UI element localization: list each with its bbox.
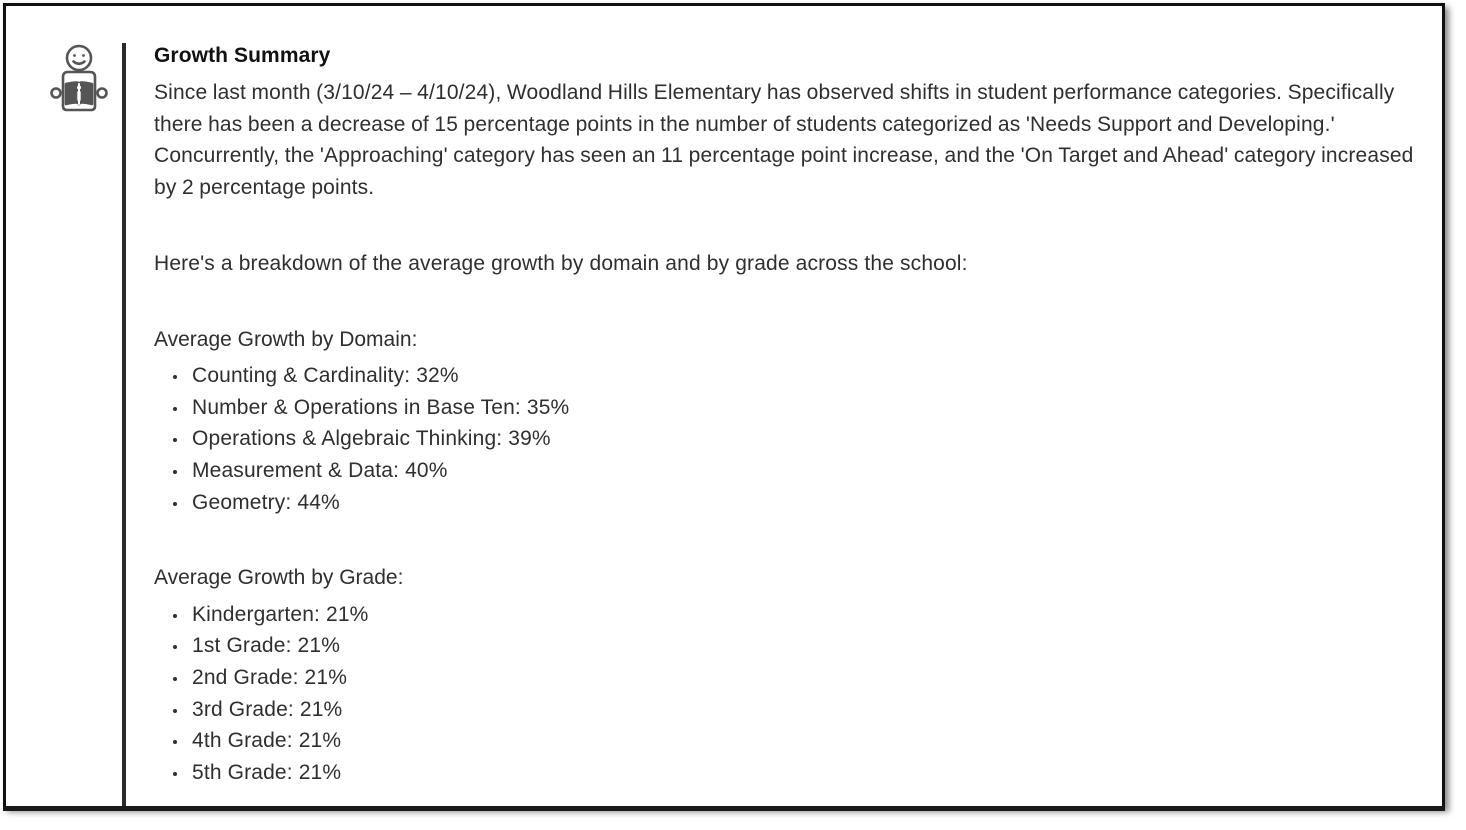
list-item: Measurement & Data: 40% (152, 455, 1422, 487)
list-item: Kindergarten: 21% (152, 599, 1422, 631)
list-item: 1st Grade: 21% (152, 630, 1422, 662)
list-item: 2nd Grade: 21% (152, 662, 1422, 694)
message-divider (122, 43, 126, 808)
message-title: Growth Summary (154, 44, 331, 67)
frame-edge (3, 806, 1445, 811)
message-body (152, 42, 1422, 808)
domain-heading: Average Growth by Domain: (154, 327, 418, 351)
breakdown-paragraph: Here's a breakdown of the average growth by domain and by grade across the school: (154, 251, 968, 275)
list-item: 3rd Grade: 21% (152, 694, 1422, 726)
grade-list (152, 599, 1422, 789)
grade-heading: Average Growth by Grade: (154, 566, 404, 590)
list-item: Geometry: 44% (152, 487, 1422, 519)
intro-paragraph: Since last month (3/10/24 – 4/10/24), Woodland Hills Elementary has observed shifts in student performance categories. Specifically there has been a decrease of 15 percentage points in the number of students categorized as 'Needs Support and Developing.' Concurrently, the 'Approaching' category has seen an 11 percentage point increase, and the 'On Target and Ahead' category increased by 2 percentage points. (154, 81, 1414, 200)
chat-message-panel (3, 3, 1445, 808)
list-item: Counting & Cardinality: 32% (152, 360, 1422, 392)
list-item: Number & Operations in Base Ten: 35% (152, 392, 1422, 424)
robot-reading-icon (46, 42, 116, 114)
list-item: 4th Grade: 21% (152, 725, 1422, 757)
domain-list (152, 360, 1422, 518)
list-item: Operations & Algebraic Thinking: 39% (152, 423, 1422, 455)
list-item: 5th Grade: 21% (152, 757, 1422, 789)
